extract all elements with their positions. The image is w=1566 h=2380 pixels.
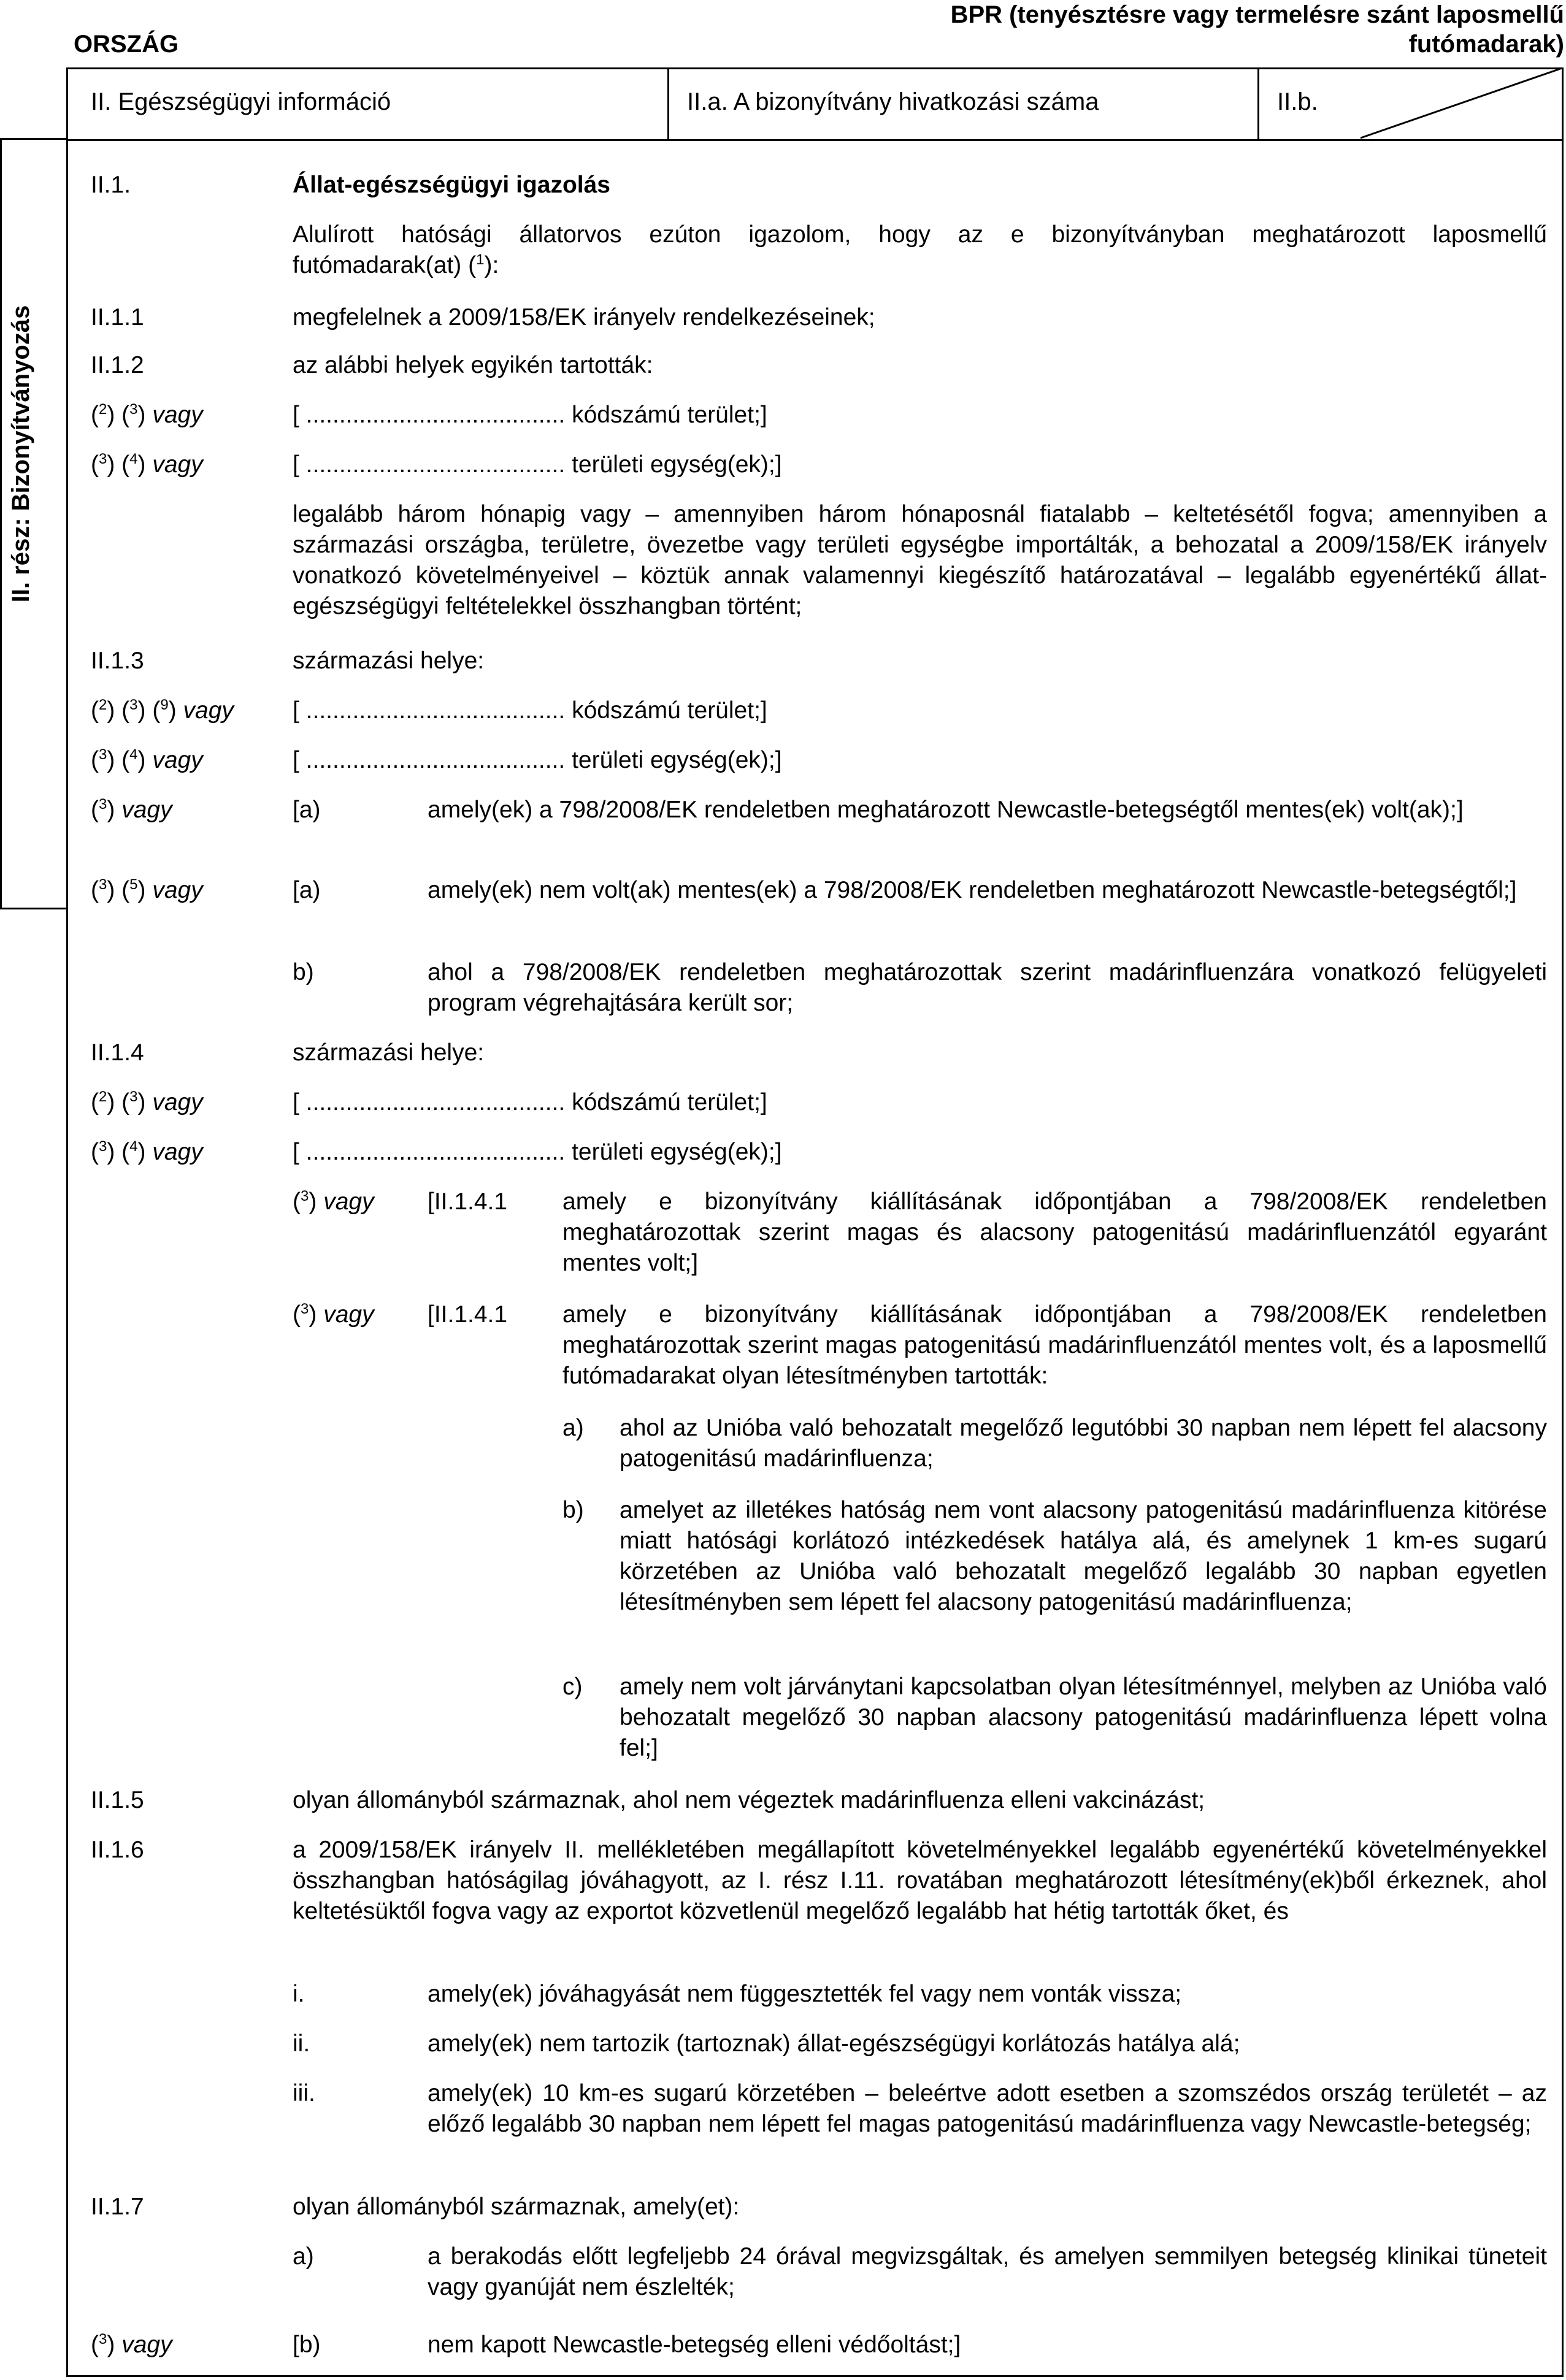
territorial-unit-field: [ ....................................... területi egység(ek);] (293, 1139, 782, 1165)
list-label: [a) (293, 797, 321, 823)
item-text: megfelelnek a 2009/158/EK irányelv rendelkezéseinek; (293, 304, 875, 331)
document-title (705, 0, 1564, 59)
country-label: ORSZÁG (74, 31, 179, 58)
list-text: amely(ek) nem tartozik (tartoznak) állat-egészségügyi korlátozás hatálya alá; (428, 2030, 1240, 2057)
item-number: II.1.6 (91, 1837, 144, 1863)
code-area-field: [ ....................................... kódszámú terület;] (293, 697, 767, 724)
item-number: [II.1.4.1 (428, 1188, 508, 1215)
intro-line-2: futómadarak(at) ($^1$): (293, 251, 499, 278)
reference-number-cell: II.a. A bizonyítvány hivatkozási száma (687, 88, 1099, 115)
iib-cell: II.b. (1277, 88, 1318, 115)
list-text: amely nem volt járványtani kapcsolatban olyan létesítménnyel, melyben az Unióba való behozatalt megelőző 30 napban alacsony patogenitású madárinfluenza lépett volna fel;] (620, 1674, 1547, 1761)
list-label: iii. (293, 2080, 315, 2106)
option-marker: ($^3$) ($^5$) vagy (91, 876, 203, 903)
list-text: amely(ek) jóváhagyását nem függesztették fel vagy nem vonták vissza; (428, 1981, 1182, 2007)
option-marker: ($^2$) ($^3$) vagy (91, 1089, 203, 1115)
list-text: nem kapott Newcastle-betegség elleni védőoltást;] (428, 2332, 961, 2358)
list-text: ahol a 798/2008/EK rendeletben meghatározottak szerint madárinfluenzára vonatkozó felügyeleti program végrehajtására került sor; (428, 959, 1547, 1016)
item-number: II.1.1 (91, 304, 144, 331)
intro-line-1: Alulírott hatósági állatorvos ezúton igazolom, hogy az e bizonyítványban meghatározott laposmellű (293, 221, 1547, 248)
paragraph: a 2009/158/EK irányelv II. mellékletében megállapított követelményekkel legalább egyenértékű követelményekkel összhangban hatóságilag jóváhagyott, az I. rész I.11. rovatában meghatározott létesítmény(ek)ből érkeznek, ahol keltetésüktől fogva vagy az exportot közvetlenül megelőző legalább hat hétig tartották őket, és (293, 1837, 1547, 1924)
section-number: II.1. (91, 172, 131, 198)
list-label: ii. (293, 2030, 310, 2057)
item-text: származási helye: (293, 648, 485, 674)
option-marker: ($^3$) vagy (91, 796, 172, 823)
list-label: b) (293, 959, 314, 985)
item-number: II.1.2 (91, 352, 144, 378)
option-marker: ($^3$) vagy (91, 2331, 172, 2358)
item-number: II.1.4 (91, 1039, 144, 1066)
list-label: [b) (293, 2332, 321, 2358)
list-text: amely e bizonyítvány kiállításának időpontjában a 798/2008/EK rendeletben meghatározottak szerint magas és alacsony patogenitású madárinfluenzától egyaránt mentes volt;] (562, 1188, 1547, 1276)
header-row (66, 67, 1564, 141)
list-text: amelyet az illetékes hatóság nem vont alacsony patogenitású madárinfluenza kitörése miatt hatósági korlátozó intézkedések hatálya alá, és amelynek 1 km-es sugarú körzetében az Unióba való behozatalt megelőző legalább 30 napban egyetlen létesítményben sem lépett fel alacsony patogenitású madárinfluenza; (620, 1497, 1547, 1615)
title-line-2: futómadarak) (1408, 31, 1564, 58)
list-label: b) (562, 1497, 584, 1523)
health-info-cell: II. Egészségügyi információ (91, 88, 391, 115)
list-text: amely(ek) 10 km-es sugarú körzetében – beleértve adott esetben a szomszédos ország területét – az előző legalább 30 napban nem lépett fel magas patogenitású madárinfluenza vagy Newcastle-betegség; (428, 2080, 1547, 2137)
option-marker: ($^3$) vagy (293, 1188, 374, 1215)
side-label: II. rész: Bizonyítványozás (7, 305, 34, 603)
list-label: a) (562, 1415, 584, 1441)
option-marker: ($^2$) ($^3$) vagy (91, 401, 203, 428)
list-text: amely(ek) nem volt(ak) mentes(ek) a 798/2008/EK rendeletben meghatározott Newcastle-betegségtől;] (428, 877, 1517, 903)
list-text: a berakodás előtt legfeljebb 24 órával megvizsgáltak, és amelyen semmilyen betegség klinikai tüneteit vagy gyanúját nem észlelték; (428, 2243, 1547, 2300)
option-marker: ($^3$) ($^4$) vagy (91, 746, 203, 773)
item-number: [II.1.4.1 (428, 1301, 508, 1328)
item-number: II.1.3 (91, 648, 144, 674)
item-text: származási helye: (293, 1039, 485, 1066)
territorial-unit-field: [ ....................................... területi egység(ek);] (293, 451, 782, 478)
option-marker: ($^3$) ($^4$) vagy (91, 1138, 203, 1165)
territorial-unit-field: [ ....................................... területi egység(ek);] (293, 747, 782, 773)
code-area-field: [ ....................................... kódszámú terület;] (293, 1089, 767, 1115)
item-number: II.1.5 (91, 1787, 144, 1813)
list-label: i. (293, 1981, 305, 2007)
list-text: amely(ek) a 798/2008/EK rendeletben meghatározott Newcastle-betegségtől mentes(ek) volt(ak);] (428, 797, 1464, 823)
intro-text (293, 220, 1547, 281)
list-label: [a) (293, 877, 321, 903)
paragraph: legalább három hónapig vagy – amennyiben három hónaposnál fiatalabb – keltetésétől fogva; amennyiben a származási országba, területre, övezetbe vagy területi egységbe importálták, a behozatal a 2009/158/EK irányelv vonatkozó követelményeivel – köztük annak valamennyi kiegészítő határozatával – legalább egyenértékű állat-egészségügyi feltételekkel összhangban történt; (293, 501, 1547, 619)
option-marker: ($^3$) ($^4$) vagy (91, 451, 203, 478)
list-text: amely e bizonyítvány kiállításának időpontjában a 798/2008/EK rendeletben meghatározottak szerint magas patogenitású madárinfluenzától mentes volt, és a laposmellű futómadarakat olyan létesítményben tartották: (562, 1301, 1547, 1389)
list-text: ahol az Unióba való behozatalt megelőző legutóbbi 30 napban nem lépett fel alacsony patogenitású madárinfluenza; (620, 1415, 1547, 1472)
code-area-field: [ ....................................... kódszámú terület;] (293, 402, 767, 428)
item-text: olyan állományból származnak, ahol nem végeztek madárinfluenza elleni vakcinázást; (293, 1787, 1205, 1813)
item-text: olyan állományból származnak, amely(et): (293, 2194, 740, 2220)
option-marker: ($^2$) ($^3$) ($^9$) vagy (91, 697, 234, 724)
list-label: a) (293, 2243, 314, 2270)
list-label: c) (562, 1674, 583, 1700)
section-title: Állat-egészségügyi igazolás (293, 172, 610, 198)
title-line-1: BPR (tenyésztésre vagy termelésre szánt laposmellű (950, 1, 1564, 28)
item-number: II.1.7 (91, 2194, 144, 2220)
item-text: az alábbi helyek egyikén tartották: (293, 352, 653, 378)
option-marker: ($^3$) vagy (293, 1301, 374, 1328)
diagonal-line (66, 67, 1564, 139)
